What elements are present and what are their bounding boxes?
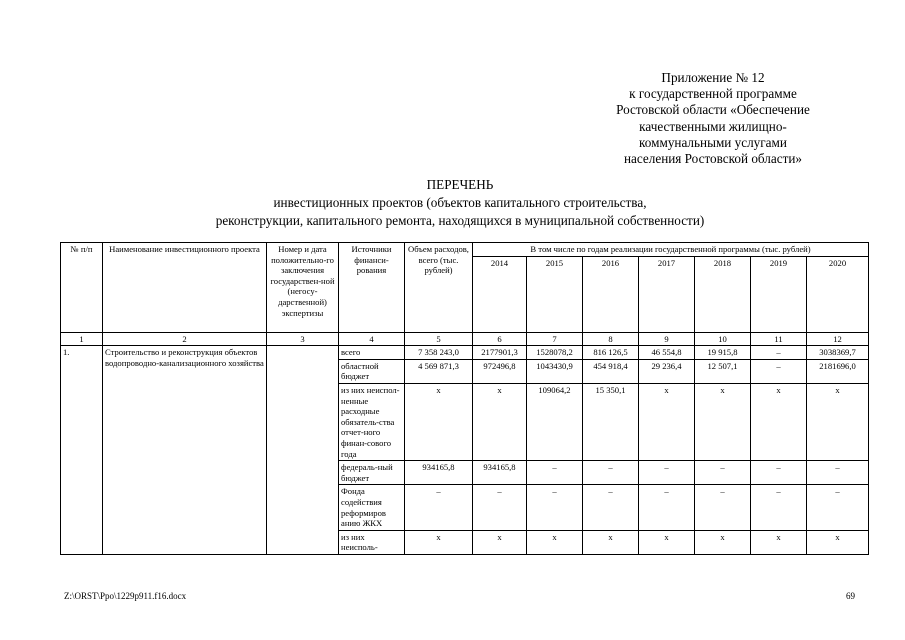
year-cell: 46 554,8 bbox=[639, 346, 695, 360]
year-cell: – bbox=[807, 461, 869, 485]
year-cell: – bbox=[639, 485, 695, 530]
project-name: Строительство и реконструкция объектов водопроводно-канализационного хозяйства bbox=[103, 346, 267, 555]
column-number: 9 bbox=[639, 332, 695, 346]
appendix-line: населения Ростовской области» bbox=[623, 151, 803, 167]
appendix-line: Ростовской области «Обеспечение bbox=[616, 102, 810, 118]
total-cell: 4 569 871,3 bbox=[405, 359, 473, 383]
appendix-line: к государственной программе bbox=[629, 86, 797, 102]
year-cell: – bbox=[751, 461, 807, 485]
appendix-line: Приложение № 12 bbox=[661, 70, 765, 85]
document-title bbox=[150, 176, 770, 230]
year-cell: 972496,8 bbox=[473, 359, 527, 383]
total-cell: – bbox=[405, 485, 473, 530]
appendix-block bbox=[583, 70, 843, 167]
total-cell: х bbox=[405, 383, 473, 460]
year-cell: – bbox=[807, 485, 869, 530]
year-cell: – bbox=[751, 359, 807, 383]
year-cell: – bbox=[639, 461, 695, 485]
title-line-1: инвестиционных проектов (объектов капитального строительства, bbox=[273, 195, 647, 210]
year-cell: 454 918,4 bbox=[583, 359, 639, 383]
total-cell: 934165,8 bbox=[405, 461, 473, 485]
year-cell: х bbox=[751, 530, 807, 554]
year-cell: х bbox=[807, 383, 869, 460]
year-cell: 3038369,7 bbox=[807, 346, 869, 360]
year-cell: – bbox=[527, 461, 583, 485]
year-cell: 12 507,1 bbox=[695, 359, 751, 383]
year-cell: – bbox=[695, 461, 751, 485]
total-cell: х bbox=[405, 530, 473, 554]
year-cell: 2181696,0 bbox=[807, 359, 869, 383]
header-year: 2014 bbox=[473, 256, 527, 332]
year-cell: – bbox=[751, 485, 807, 530]
column-number: 2 bbox=[103, 332, 267, 346]
table-row bbox=[61, 346, 869, 360]
year-cell: – bbox=[583, 485, 639, 530]
year-cell: – bbox=[473, 485, 527, 530]
header-year: 2017 bbox=[639, 256, 695, 332]
header-sources: Источники финанси-рования bbox=[339, 243, 405, 333]
column-number: 6 bbox=[473, 332, 527, 346]
appendix-line: коммунальными услугами bbox=[639, 134, 787, 150]
year-cell: 109064,2 bbox=[527, 383, 583, 460]
year-cell: х bbox=[639, 530, 695, 554]
title-heading: ПЕРЕЧЕНЬ bbox=[426, 177, 494, 192]
year-cell: 19 915,8 bbox=[695, 346, 751, 360]
year-cell: 934165,8 bbox=[473, 461, 527, 485]
year-cell: – bbox=[751, 346, 807, 360]
year-cell: 2177901,3 bbox=[473, 346, 527, 360]
page-number: 69 bbox=[846, 591, 855, 601]
year-cell: х bbox=[695, 530, 751, 554]
appendix-line: качественными жилищно- bbox=[639, 118, 787, 134]
column-number: 8 bbox=[583, 332, 639, 346]
column-number: 4 bbox=[339, 332, 405, 346]
title-line-2: реконструкции, капитального ремонта, находящихся в муниципальной собственности) bbox=[215, 213, 705, 228]
header-year: 2015 bbox=[527, 256, 583, 332]
source-cell: из них неисполь- bbox=[339, 530, 405, 554]
column-number: 12 bbox=[807, 332, 869, 346]
source-cell: всего bbox=[339, 346, 405, 360]
column-number: 10 bbox=[695, 332, 751, 346]
column-number: 3 bbox=[267, 332, 339, 346]
header-year: 2018 bbox=[695, 256, 751, 332]
year-cell: 1528078,2 bbox=[527, 346, 583, 360]
header-name: Наименование инвестиционного проекта bbox=[103, 243, 267, 333]
year-cell: 29 236,4 bbox=[639, 359, 695, 383]
header-year: 2020 bbox=[807, 256, 869, 332]
year-cell: х bbox=[583, 530, 639, 554]
column-number-row bbox=[61, 332, 869, 346]
year-cell: х bbox=[807, 530, 869, 554]
header-total: Объем расходов, всего (тыс. рублей) bbox=[405, 243, 473, 333]
total-cell: 7 358 243,0 bbox=[405, 346, 473, 360]
source-cell: Фонда содействия реформиров анию ЖКХ bbox=[339, 485, 405, 530]
year-cell: 15 350,1 bbox=[583, 383, 639, 460]
year-cell: х bbox=[695, 383, 751, 460]
column-number: 7 bbox=[527, 332, 583, 346]
header-year: 2016 bbox=[583, 256, 639, 332]
year-cell: – bbox=[583, 461, 639, 485]
header-conclusion: Номер и дата положительно-го заключения государствен-ной (негосу-дарственной) экспертизы bbox=[267, 243, 339, 333]
column-number: 11 bbox=[751, 332, 807, 346]
footer-file-path: Z:\ORST\Ppo\1229p911.f16.docx bbox=[64, 591, 187, 601]
year-cell: х bbox=[473, 530, 527, 554]
year-cell: х bbox=[473, 383, 527, 460]
source-cell: федераль-ный бюджет bbox=[339, 461, 405, 485]
year-cell: х bbox=[751, 383, 807, 460]
year-cell: х bbox=[527, 530, 583, 554]
investment-projects-table bbox=[60, 242, 869, 555]
column-number: 5 bbox=[405, 332, 473, 346]
year-cell: – bbox=[527, 485, 583, 530]
year-cell: х bbox=[639, 383, 695, 460]
header-row bbox=[61, 243, 869, 257]
header-year: 2019 bbox=[751, 256, 807, 332]
year-cell: – bbox=[695, 485, 751, 530]
source-cell: областной бюджет bbox=[339, 359, 405, 383]
source-cell: из них неиспол-ненные расходные обязатель-ства отчет-ного финан-сового года bbox=[339, 383, 405, 460]
year-cell: 1043430,9 bbox=[527, 359, 583, 383]
year-cell: 816 126,5 bbox=[583, 346, 639, 360]
project-no: 1. bbox=[61, 346, 103, 555]
header-by-years: В том числе по годам реализации государственной программы (тыс. рублей) bbox=[473, 243, 869, 257]
header-no: № п/п bbox=[61, 243, 103, 333]
project-conclusion bbox=[267, 346, 339, 555]
column-number: 1 bbox=[61, 332, 103, 346]
